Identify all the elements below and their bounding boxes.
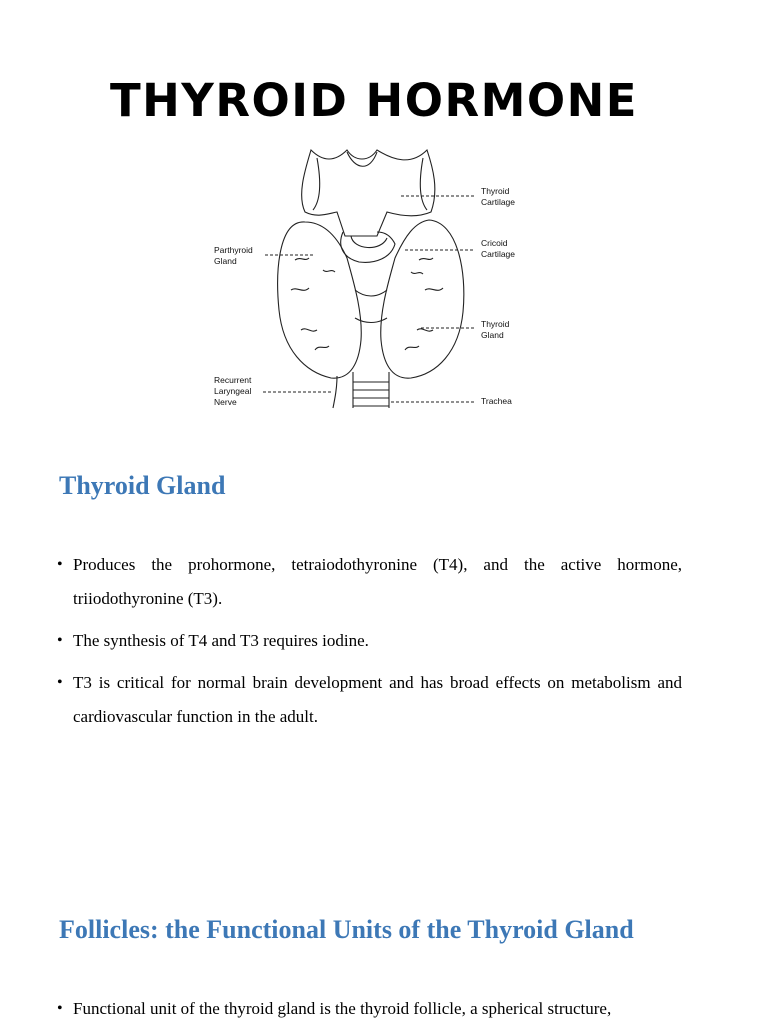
list-item: • The synthesis of T4 and T3 requires iodine. — [0, 624, 682, 658]
bullet-icon: • — [57, 1000, 63, 1017]
thyroid-anatomy-diagram — [205, 140, 535, 415]
label-trachea: Trachea — [481, 396, 512, 406]
bullet-icon: • — [57, 556, 63, 573]
list-item: • Functional unit of the thyroid gland is the thyroid follicle, a spherical structure, — [0, 992, 682, 1026]
label-thyroid-cartilage: Thyroid Cartilage — [481, 186, 516, 207]
bullet-icon: • — [57, 674, 63, 691]
section-heading-thyroid-gland: Thyroid Gland — [59, 471, 226, 500]
bullet-icon: • — [57, 632, 63, 649]
follicles-bullet-list — [0, 992, 682, 1026]
list-item: • Produces the prohormone, tetraiodothyronine (T4), and the active hormone, triiodothyronine (T3). — [0, 548, 682, 616]
list-item: • T3 is critical for normal brain development and has broad effects on metabolism and cardiovascular function in the adult. — [0, 666, 682, 734]
thyroid-right-lobe — [381, 220, 464, 378]
page-title: THYROID HORMONE — [109, 74, 639, 127]
label-recurrent-laryngeal-nerve: Recurrent Laryngeal Nerve — [214, 375, 252, 407]
thyroid-cartilage-shape — [302, 150, 435, 236]
label-parthyroid-gland: Parthyroid Gland — [214, 245, 253, 266]
section-heading-follicles: Follicles: the Functional Units of the Thyroid Gland — [59, 915, 634, 944]
label-cricoid-cartilage: Cricoid Cartilage — [481, 238, 516, 259]
thyroid-gland-bullet-list — [0, 548, 682, 734]
thyroid-left-lobe — [278, 222, 362, 378]
label-thyroid-gland: Thyroid Gland — [481, 319, 510, 340]
